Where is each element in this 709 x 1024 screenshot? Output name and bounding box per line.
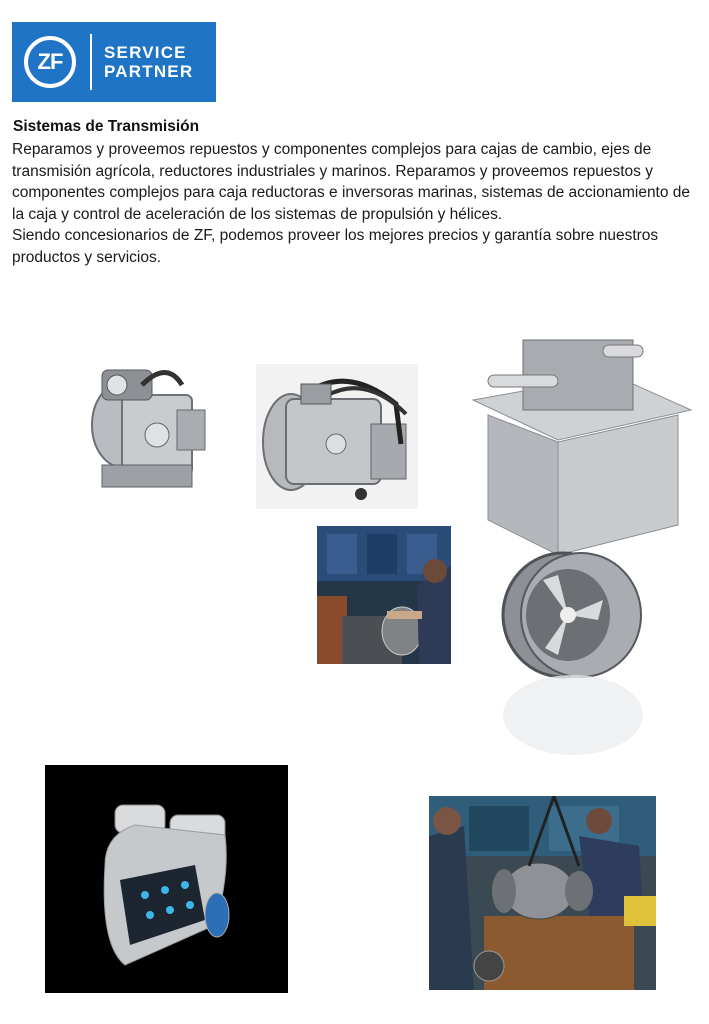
body-text bbox=[12, 139, 702, 268]
logo-text bbox=[104, 43, 193, 81]
paragraph-1: Reparamos y proveemos repuestos y componentes complejos para cajas de cambio, ejes de transmisión agrícola, reductores industriales y marinos. Reparamos y proveemos repuestos y componentes complejos para caja reductoras e inversoras marinas, sistemas de accionamiento de la caja y control de aceleración de los sistemas de propulsión y hélices. bbox=[12, 141, 691, 223]
logo-line-1: SERVICE bbox=[104, 43, 187, 62]
logo-line-2: PARTNER bbox=[104, 62, 194, 81]
workshop-mechanic-photo bbox=[317, 526, 451, 664]
logo-divider bbox=[90, 34, 92, 90]
marine-gearbox-image bbox=[82, 355, 212, 505]
paragraph-2: Siendo concesionarios de ZF, podemos proveer los mejores precios y garantía sobre nuestros productos y servicios. bbox=[12, 227, 659, 266]
control-lever-image bbox=[45, 765, 288, 993]
tunnel-thruster-image bbox=[463, 330, 695, 768]
zf-service-partner-logo bbox=[12, 22, 216, 102]
hydraulic-gearbox-image bbox=[256, 364, 418, 509]
workshop-repair-photo bbox=[429, 796, 656, 990]
section-heading: Sistemas de Transmisión bbox=[13, 118, 200, 135]
zf-logo-mark: ZF bbox=[24, 36, 76, 88]
